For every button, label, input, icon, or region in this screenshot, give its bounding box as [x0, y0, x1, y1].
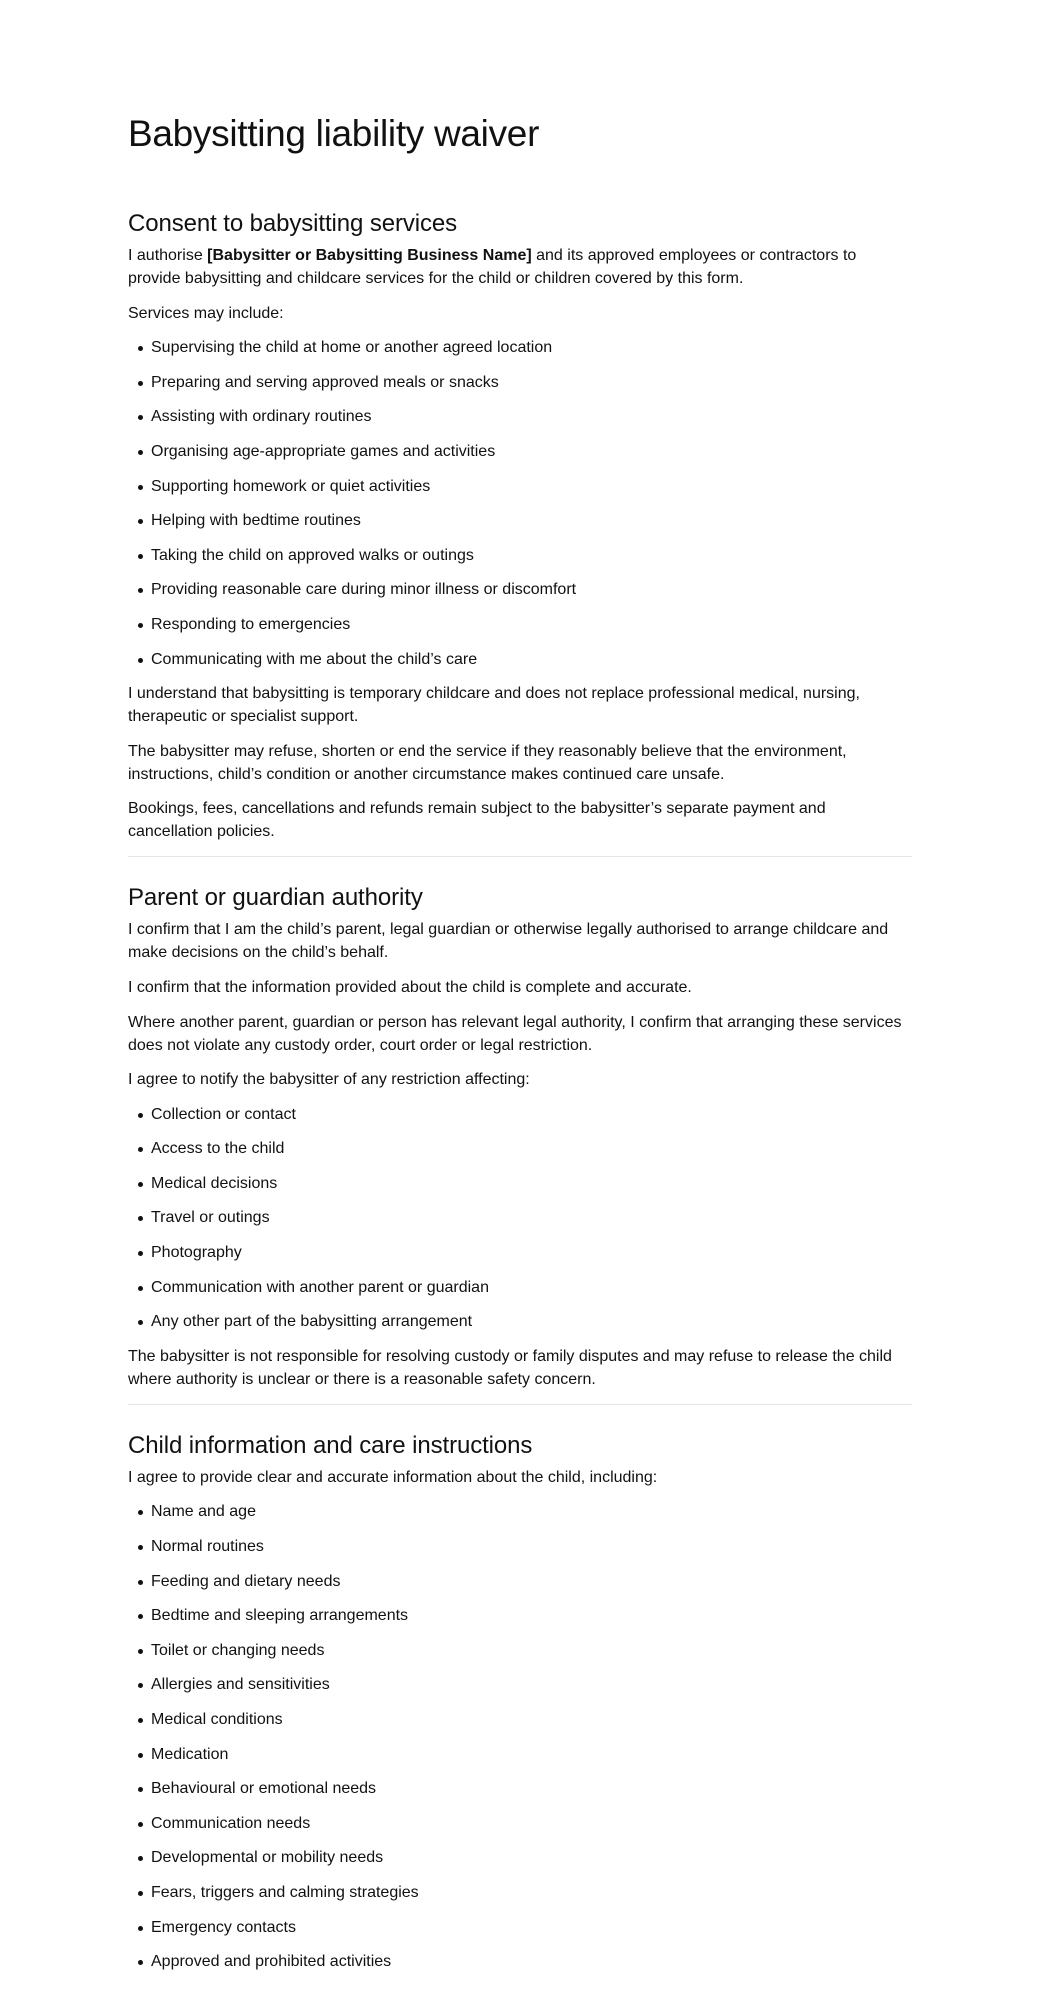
list-item: Responding to emergencies: [128, 613, 912, 636]
intro-text-post: and its approved employees or contractors to provide babysitting and childcare services for the child or children covered by this form.: [128, 247, 857, 287]
list-item: Photography: [128, 1241, 912, 1264]
list-item: Feeding and dietary needs: [128, 1570, 912, 1593]
paragraph: I agree to notify the babysitter of any restriction affecting:: [128, 1071, 530, 1089]
list-item: Communicating with me about the child’s care: [128, 648, 912, 671]
list-item: Behavioural or emotional needs: [128, 1777, 912, 1800]
list-item: Toilet or changing needs: [128, 1639, 912, 1662]
restrictions-list: [128, 1103, 912, 1334]
list-item: Medication: [128, 1743, 912, 1766]
list-item: Helping with bedtime routines: [128, 509, 912, 532]
paragraph: I agree to provide clear and accurate information about the child, including:: [128, 1468, 658, 1486]
page-title: Babysitting liability waiver: [128, 113, 540, 154]
list-item: Supporting homework or quiet activities: [128, 475, 912, 498]
list-item: Organising age-appropriate games and activities: [128, 440, 912, 463]
list-item: Communication with another parent or guardian: [128, 1276, 912, 1299]
services-list: [128, 336, 912, 670]
list-item: Bedtime and sleeping arrangements: [128, 1604, 912, 1627]
section-divider: [128, 856, 912, 857]
paragraph: Where another parent, guardian or person has relevant legal authority, I confirm that arranging these services does not violate any custody order, court order or legal restriction.: [128, 1013, 902, 1054]
list-item: Fears, triggers and calming strategies: [128, 1881, 912, 1904]
list-item: Collection or contact: [128, 1103, 912, 1126]
document-sections: [128, 206, 912, 1985]
section-child-information: [128, 1428, 912, 1973]
services-lead: Services may include:: [128, 304, 284, 322]
paragraph: The babysitter may refuse, shorten or end the service if they reasonably believe that the environment, instructions, child’s condition or another circumstance makes continued care unsafe.: [128, 742, 847, 783]
list-item: Supervising the child at home or another agreed location: [128, 336, 912, 359]
business-name-placeholder: [Babysitter or Babysitting Business Name]: [207, 247, 532, 264]
section-authority: [128, 880, 912, 1391]
consent-intro-paragraph: [128, 244, 912, 290]
list-item: Approved and prohibited activities: [128, 1950, 912, 1973]
section-consent: [128, 206, 912, 843]
list-item: Taking the child on approved walks or outings: [128, 544, 912, 567]
intro-text-pre: I authorise: [128, 247, 208, 264]
paragraph: I understand that babysitting is temporary childcare and does not replace professional medical, nursing, therapeutic or specialist support.: [128, 685, 860, 726]
section-heading: Child information and care instructions: [128, 1431, 533, 1459]
list-item: Preparing and serving approved meals or snacks: [128, 371, 912, 394]
list-item: Name and age: [128, 1500, 912, 1523]
paragraph: The babysitter is not responsible for resolving custody or family disputes and may refuse to release the child where authority is unclear or there is a reasonable safety concern.: [128, 1347, 892, 1388]
section-heading: Consent to babysitting services: [128, 210, 458, 237]
list-item: Providing reasonable care during minor illness or discomfort: [128, 578, 912, 601]
list-item: Medical conditions: [128, 1708, 912, 1731]
child-information-list: [128, 1500, 912, 1973]
list-item: Normal routines: [128, 1535, 912, 1558]
list-item: Communication needs: [128, 1812, 912, 1835]
section-heading: Parent or guardian authority: [128, 884, 423, 912]
paragraph: I confirm that I am the child’s parent, legal guardian or otherwise legally authorised to arrange childcare and make decisions on the child’s behalf.: [128, 921, 889, 962]
list-item: Developmental or mobility needs: [128, 1846, 912, 1869]
paragraph: Bookings, fees, cancellations and refunds remain subject to the babysitter’s separate payment and cancellation policies.: [128, 800, 826, 841]
list-item: Emergency contacts: [128, 1916, 912, 1939]
list-item: Access to the child: [128, 1137, 912, 1160]
paragraph: I confirm that the information provided about the child is complete and accurate.: [128, 978, 692, 996]
list-item: Assisting with ordinary routines: [128, 405, 912, 428]
list-item: Allergies and sensitivities: [128, 1673, 912, 1696]
list-item: Medical decisions: [128, 1172, 912, 1195]
section-divider: [128, 1404, 912, 1405]
list-item: Any other part of the babysitting arrangement: [128, 1310, 912, 1333]
list-item: Travel or outings: [128, 1206, 912, 1229]
